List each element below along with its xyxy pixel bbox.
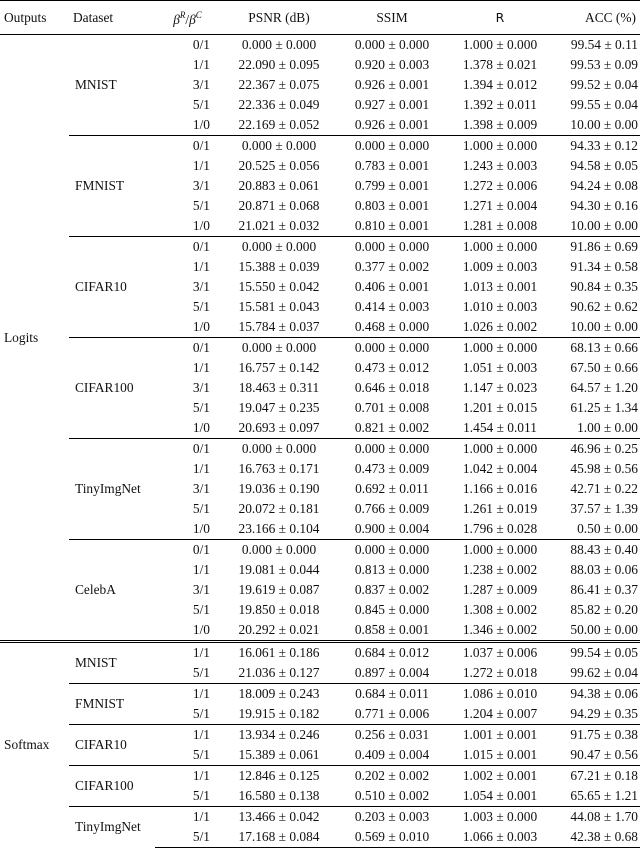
acc-cell: 99.52 ± 0.04	[570, 77, 638, 92]
r-cell: 1.042 ± 0.004	[462, 461, 538, 476]
r-cell: 1.001 ± 0.001	[446, 725, 554, 746]
header-beta-r: β	[173, 12, 180, 27]
ssim-cell: 0.926 ± 0.001	[354, 117, 430, 132]
beta-ratio-cell: 5/1	[192, 299, 210, 314]
r-cell: 1.261 ± 0.019	[462, 501, 538, 516]
acc-cell: 90.84 ± 0.35	[570, 279, 638, 294]
psnr-cell: 21.036 ± 0.127	[238, 665, 320, 680]
ssim-cell: 0.701 ± 0.008	[354, 400, 430, 415]
ssim-cell: 0.473 ± 0.012	[354, 360, 430, 375]
acc-cell: 46.96 ± 0.25	[554, 439, 640, 460]
ssim-cell: 0.256 ± 0.031	[338, 725, 446, 746]
r-cell: 1.066 ± 0.003	[446, 827, 554, 848]
r-cell: 1.009 ± 0.003	[462, 259, 538, 274]
psnr-cell: 20.072 ± 0.181	[238, 501, 320, 516]
ssim-cell: 0.569 ± 0.010	[338, 827, 446, 848]
r-cell: 1.003 ± 0.000	[446, 807, 554, 828]
output-type-cell: Softmax	[0, 642, 69, 848]
acc-cell: 44.08 ± 1.70	[554, 807, 640, 828]
psnr-cell: 0.000 ± 0.000	[241, 37, 317, 52]
acc-cell: 1.00 ± 0.00	[577, 420, 638, 435]
r-cell: 1.394 ± 0.012	[462, 77, 538, 92]
ssim-cell: 0.810 ± 0.001	[354, 218, 430, 233]
psnr-cell: 0.000 ± 0.000	[220, 439, 338, 460]
acc-cell: 90.62 ± 0.62	[570, 299, 638, 314]
beta-ratio-cell: 0/1	[155, 540, 220, 561]
dataset-cell: TinyImgNet	[69, 439, 155, 540]
dataset-cell: CIFAR100	[69, 338, 155, 439]
psnr-cell: 15.581 ± 0.043	[238, 299, 320, 314]
acc-cell: 88.43 ± 0.40	[554, 540, 640, 561]
psnr-cell: 15.784 ± 0.037	[238, 319, 320, 334]
psnr-cell: 22.336 ± 0.049	[238, 97, 320, 112]
r-cell: 1.000 ± 0.000	[446, 338, 554, 359]
acc-cell: 94.29 ± 0.35	[570, 706, 638, 721]
dataset-cell: MNIST	[69, 642, 155, 684]
acc-cell: 42.71 ± 0.22	[570, 481, 638, 496]
r-cell: 1.166 ± 0.016	[462, 481, 538, 496]
beta-ratio-cell: 1/1	[192, 360, 210, 375]
r-cell: 1.013 ± 0.001	[462, 279, 538, 294]
psnr-cell: 18.463 ± 0.311	[238, 380, 320, 395]
acc-cell: 99.62 ± 0.04	[570, 665, 638, 680]
psnr-cell: 13.934 ± 0.246	[220, 725, 338, 746]
r-cell: 1.204 ± 0.007	[462, 706, 538, 721]
beta-ratio-cell: 1/0	[192, 319, 210, 334]
dataset-cell: FMNIST	[69, 136, 155, 237]
header-psnr: PSNR (dB)	[220, 1, 338, 35]
table-header	[0, 1, 640, 35]
ssim-cell: 0.414 ± 0.003	[354, 299, 430, 314]
beta-ratio-cell: 1/0	[192, 218, 210, 233]
beta-ratio-cell: 3/1	[192, 279, 210, 294]
ssim-cell: 0.926 ± 0.001	[354, 77, 430, 92]
beta-ratio-cell: 5/1	[192, 501, 210, 516]
ssim-cell: 0.927 ± 0.001	[354, 97, 430, 112]
ssim-cell: 0.897 ± 0.004	[354, 665, 430, 680]
acc-cell: 94.33 ± 0.12	[554, 136, 640, 157]
beta-ratio-cell: 5/1	[192, 400, 210, 415]
ssim-cell: 0.409 ± 0.004	[354, 747, 430, 762]
ssim-cell: 0.684 ± 0.011	[338, 684, 446, 705]
ssim-cell: 0.203 ± 0.003	[338, 807, 446, 828]
beta-ratio-cell: 0/1	[192, 37, 210, 52]
acc-cell: 91.75 ± 0.38	[554, 725, 640, 746]
r-cell: 1.287 ± 0.009	[462, 582, 538, 597]
acc-cell: 91.86 ± 0.69	[554, 237, 640, 258]
beta-ratio-cell: 1/0	[192, 420, 210, 435]
dataset-cell: CIFAR100	[69, 766, 155, 807]
table-row	[0, 807, 640, 828]
dataset-cell: TinyImgNet	[69, 807, 155, 848]
acc-cell: 61.25 ± 1.34	[570, 400, 638, 415]
r-cell: 1.015 ± 0.001	[462, 747, 538, 762]
beta-ratio-cell: 0/1	[155, 439, 220, 460]
acc-cell: 67.50 ± 0.66	[570, 360, 638, 375]
psnr-cell: 0.000 ± 0.000	[220, 136, 338, 157]
output-type-cell: Logits	[4, 329, 39, 345]
acc-cell: 0.50 ± 0.00	[577, 521, 638, 536]
ssim-cell: 0.468 ± 0.000	[354, 319, 430, 334]
table-row	[0, 540, 640, 561]
acc-cell: 99.54 ± 0.05	[554, 642, 640, 664]
ssim-cell: 0.803 ± 0.001	[354, 198, 430, 213]
header-row	[0, 1, 640, 35]
psnr-cell: 19.047 ± 0.235	[238, 400, 320, 415]
r-cell: 1.000 ± 0.000	[446, 136, 554, 157]
r-cell: 1.243 ± 0.003	[462, 158, 538, 173]
beta-ratio-cell: 1/1	[155, 642, 220, 664]
acc-cell: 37.57 ± 1.39	[570, 501, 638, 516]
r-cell: 1.272 ± 0.006	[462, 178, 538, 193]
beta-ratio-cell: 1/1	[155, 807, 220, 828]
header-r: R	[446, 1, 554, 35]
header-ssim: SSIM	[338, 1, 446, 35]
beta-ratio-cell: 1/0	[192, 521, 210, 536]
ssim-cell: 0.000 ± 0.000	[354, 37, 430, 52]
r-cell: 1.392 ± 0.011	[463, 97, 537, 112]
ssim-cell: 0.692 ± 0.011	[355, 481, 429, 496]
r-cell: 1.026 ± 0.002	[462, 319, 538, 334]
beta-ratio-cell: 0/1	[155, 237, 220, 258]
ssim-cell: 0.813 ± 0.000	[354, 562, 430, 577]
psnr-cell: 22.367 ± 0.075	[238, 77, 320, 92]
psnr-cell: 20.525 ± 0.056	[238, 158, 320, 173]
r-cell: 1.054 ± 0.001	[462, 788, 538, 803]
psnr-cell: 13.466 ± 0.042	[220, 807, 338, 828]
ssim-cell: 0.000 ± 0.000	[338, 136, 446, 157]
beta-ratio-cell: 5/1	[192, 706, 210, 721]
psnr-cell: 22.090 ± 0.095	[238, 57, 320, 72]
psnr-cell: 19.850 ± 0.018	[238, 602, 320, 617]
table-row	[0, 642, 640, 664]
acc-cell: 68.13 ± 0.66	[554, 338, 640, 359]
header-dataset: Dataset	[69, 1, 155, 35]
acc-cell: 65.65 ± 1.21	[570, 788, 638, 803]
r-cell: 1.086 ± 0.010	[446, 684, 554, 705]
beta-ratio-cell: 3/1	[192, 481, 210, 496]
r-cell: 1.271 ± 0.004	[462, 198, 538, 213]
acc-cell: 94.58 ± 0.05	[570, 158, 638, 173]
beta-ratio-cell: 1/0	[192, 622, 210, 637]
ssim-cell: 0.000 ± 0.000	[338, 338, 446, 359]
header-beta-c: β	[189, 12, 196, 27]
r-cell: 1.201 ± 0.015	[462, 400, 538, 415]
acc-cell: 99.54 ± 0.11	[570, 37, 638, 52]
ssim-cell: 0.000 ± 0.000	[338, 237, 446, 258]
acc-cell: 91.34 ± 0.58	[570, 259, 638, 274]
psnr-cell: 15.550 ± 0.042	[238, 279, 320, 294]
acc-cell: 42.38 ± 0.68	[554, 827, 640, 848]
beta-ratio-cell: 1/1	[192, 259, 210, 274]
beta-ratio-cell: 0/1	[155, 338, 220, 359]
r-cell: 1.238 ± 0.002	[462, 562, 538, 577]
ssim-cell: 0.406 ± 0.001	[354, 279, 430, 294]
beta-ratio-cell: 1/0	[192, 117, 210, 132]
table-row	[0, 725, 640, 746]
psnr-cell: 16.580 ± 0.138	[238, 788, 320, 803]
acc-cell: 10.00 ± 0.00	[570, 117, 638, 132]
beta-ratio-cell: 1/1	[192, 562, 210, 577]
ssim-cell: 0.000 ± 0.000	[338, 439, 446, 460]
psnr-cell: 18.009 ± 0.243	[220, 684, 338, 705]
ssim-cell: 0.377 ± 0.002	[354, 259, 430, 274]
table-body	[0, 35, 640, 848]
header-beta-sep: /	[185, 12, 190, 27]
ssim-cell: 0.000 ± 0.000	[338, 540, 446, 561]
r-cell: 1.000 ± 0.000	[446, 439, 554, 460]
acc-cell: 67.21 ± 0.18	[554, 766, 640, 787]
acc-cell: 99.55 ± 0.04	[570, 97, 638, 112]
acc-cell: 94.38 ± 0.06	[554, 684, 640, 705]
dataset-cell: FMNIST	[69, 684, 155, 725]
acc-cell: 50.00 ± 0.00	[570, 622, 638, 637]
ssim-cell: 0.858 ± 0.001	[354, 622, 430, 637]
r-cell: 1.037 ± 0.006	[446, 642, 554, 664]
r-cell: 1.281 ± 0.008	[462, 218, 538, 233]
r-cell: 1.000 ± 0.000	[446, 237, 554, 258]
ssim-cell: 0.821 ± 0.002	[354, 420, 430, 435]
ssim-cell: 0.920 ± 0.003	[354, 57, 430, 72]
ssim-cell: 0.837 ± 0.002	[354, 582, 430, 597]
table-row	[0, 35, 640, 56]
ssim-cell: 0.202 ± 0.002	[338, 766, 446, 787]
r-cell: 1.378 ± 0.021	[462, 57, 538, 72]
r-cell: 1.051 ± 0.003	[462, 360, 538, 375]
acc-cell: 64.57 ± 1.20	[570, 380, 638, 395]
beta-ratio-cell: 5/1	[192, 747, 210, 762]
psnr-cell: 21.021 ± 0.032	[238, 218, 320, 233]
r-cell: 1.398 ± 0.009	[462, 117, 538, 132]
acc-cell: 85.82 ± 0.20	[570, 602, 638, 617]
psnr-cell: 15.389 ± 0.061	[238, 747, 320, 762]
psnr-cell: 16.763 ± 0.171	[238, 461, 320, 476]
ssim-cell: 0.510 ± 0.002	[354, 788, 430, 803]
header-acc: ACC (%)	[554, 1, 640, 35]
psnr-cell: 23.166 ± 0.104	[238, 521, 320, 536]
table-row	[0, 766, 640, 787]
beta-ratio-cell: 5/1	[192, 97, 210, 112]
psnr-cell: 0.000 ± 0.000	[220, 338, 338, 359]
header-beta-c-sup: C	[195, 10, 202, 20]
header-beta-ratio	[155, 1, 220, 35]
acc-cell: 86.41 ± 0.37	[570, 582, 638, 597]
table-row	[0, 684, 640, 705]
beta-ratio-cell: 5/1	[192, 665, 210, 680]
ssim-cell: 0.766 ± 0.009	[354, 501, 430, 516]
beta-ratio-cell: 3/1	[192, 77, 210, 92]
table-row	[0, 237, 640, 258]
r-cell: 1.272 ± 0.018	[462, 665, 538, 680]
acc-cell: 10.00 ± 0.00	[570, 319, 638, 334]
r-cell: 1.010 ± 0.003	[462, 299, 538, 314]
r-cell: 1.346 ± 0.002	[462, 622, 538, 637]
beta-ratio-cell: 1/1	[155, 684, 220, 705]
acc-cell: 10.00 ± 0.00	[570, 218, 638, 233]
psnr-cell: 22.169 ± 0.052	[238, 117, 320, 132]
r-cell: 1.002 ± 0.001	[446, 766, 554, 787]
psnr-cell: 20.883 ± 0.061	[238, 178, 320, 193]
beta-ratio-cell: 3/1	[192, 582, 210, 597]
ssim-cell: 0.799 ± 0.001	[354, 178, 430, 193]
acc-cell: 88.03 ± 0.06	[570, 562, 638, 577]
header-beta-r-sup: R	[179, 10, 186, 20]
header-outputs: Outputs	[0, 1, 69, 35]
dataset-cell: CIFAR10	[69, 237, 155, 338]
psnr-cell: 19.036 ± 0.190	[238, 481, 320, 496]
acc-cell: 99.53 ± 0.09	[570, 57, 638, 72]
psnr-cell: 17.168 ± 0.084	[220, 827, 338, 848]
psnr-cell: 0.000 ± 0.000	[220, 540, 338, 561]
psnr-cell: 20.871 ± 0.068	[238, 198, 320, 213]
r-cell: 1.000 ± 0.000	[462, 37, 538, 52]
dataset-cell: CelebA	[69, 540, 155, 642]
beta-ratio-cell: 1/1	[192, 158, 210, 173]
acc-cell: 90.47 ± 0.56	[570, 747, 638, 762]
ssim-cell: 0.900 ± 0.004	[354, 521, 430, 536]
ssim-cell: 0.845 ± 0.000	[354, 602, 430, 617]
beta-ratio-cell: 3/1	[192, 380, 210, 395]
ssim-cell: 0.473 ± 0.009	[354, 461, 430, 476]
beta-ratio-cell: 0/1	[155, 136, 220, 157]
acc-cell: 45.98 ± 0.56	[570, 461, 638, 476]
psnr-cell: 16.757 ± 0.142	[238, 360, 320, 375]
psnr-cell: 19.081 ± 0.044	[238, 562, 320, 577]
beta-ratio-cell: 3/1	[192, 178, 210, 193]
ssim-cell: 0.771 ± 0.006	[354, 706, 430, 721]
beta-ratio-cell: 5/1	[192, 198, 210, 213]
psnr-cell: 12.846 ± 0.125	[220, 766, 338, 787]
psnr-cell: 19.619 ± 0.087	[238, 582, 320, 597]
psnr-cell: 0.000 ± 0.000	[220, 237, 338, 258]
beta-ratio-cell: 1/1	[155, 725, 220, 746]
table-row	[0, 439, 640, 460]
r-cell: 1.796 ± 0.028	[462, 521, 538, 536]
table-row	[0, 136, 640, 157]
table-row	[0, 338, 640, 359]
acc-cell: 94.30 ± 0.16	[570, 198, 638, 213]
r-cell: 1.000 ± 0.000	[446, 540, 554, 561]
r-cell: 1.308 ± 0.002	[462, 602, 538, 617]
ssim-cell: 0.783 ± 0.001	[354, 158, 430, 173]
beta-ratio-cell: 5/1	[192, 602, 210, 617]
psnr-cell: 16.061 ± 0.186	[220, 642, 338, 664]
beta-ratio-cell: 1/1	[192, 461, 210, 476]
ssim-cell: 0.646 ± 0.018	[354, 380, 430, 395]
r-cell: 1.147 ± 0.023	[462, 380, 538, 395]
psnr-cell: 20.693 ± 0.097	[238, 420, 320, 435]
dataset-cell: MNIST	[75, 77, 117, 92]
psnr-cell: 15.388 ± 0.039	[238, 259, 320, 274]
beta-ratio-cell: 5/1	[192, 788, 210, 803]
beta-ratio-cell: 1/1	[192, 57, 210, 72]
dataset-cell: CIFAR10	[69, 725, 155, 766]
r-cell: 1.454 ± 0.011	[463, 420, 537, 435]
beta-ratio-cell: 5/1	[155, 827, 220, 848]
ssim-cell: 0.684 ± 0.012	[338, 642, 446, 664]
acc-cell: 94.24 ± 0.08	[570, 178, 638, 193]
beta-ratio-cell: 1/1	[155, 766, 220, 787]
psnr-cell: 19.915 ± 0.182	[238, 706, 320, 721]
psnr-cell: 20.292 ± 0.021	[238, 622, 320, 637]
